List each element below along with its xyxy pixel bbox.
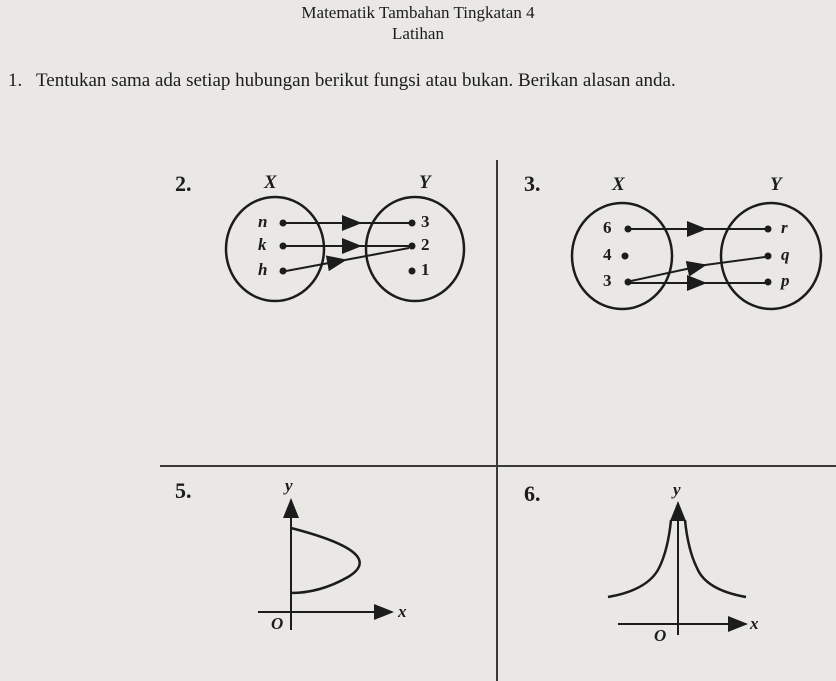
element-3: 3 xyxy=(421,212,430,231)
element-h: h xyxy=(258,260,268,279)
curve-right-branch xyxy=(685,520,746,597)
curve-left-branch xyxy=(608,520,671,597)
panel-2-set-x-label: X xyxy=(264,172,277,193)
dot-h xyxy=(280,268,287,275)
dot-1 xyxy=(409,268,416,275)
panel-5-y-label: y xyxy=(285,476,293,495)
dot-2 xyxy=(409,243,416,250)
element-2: 2 xyxy=(421,235,430,254)
dot-n xyxy=(280,220,287,227)
panel-6-number: 6. xyxy=(524,481,541,506)
panel-5-graph xyxy=(258,500,392,630)
dot-3 xyxy=(625,279,632,286)
question-number: 1. xyxy=(8,70,23,91)
panel-6-x-label: x xyxy=(750,614,759,633)
element-4: 4 xyxy=(603,245,612,264)
dot-4 xyxy=(622,253,629,260)
question-text: Tentukan sama ada setiap hubungan berikut fungsi atau bukan. Berikan alasan anda. xyxy=(36,70,676,91)
arrow-h-2 xyxy=(286,260,345,271)
panel-6-graph xyxy=(608,503,746,635)
panel-2-number: 2. xyxy=(175,171,192,196)
dot-q xyxy=(765,253,772,260)
panel-5-number: 5. xyxy=(175,478,192,503)
set-x-oval xyxy=(226,197,324,301)
element-3: 3 xyxy=(603,271,612,290)
element-k: k xyxy=(258,235,267,254)
element-1: 1 xyxy=(421,260,430,279)
dot-p xyxy=(765,279,772,286)
element-6: 6 xyxy=(603,218,612,237)
panel-3-set-x-label: X xyxy=(612,174,625,195)
section-title: Latihan xyxy=(392,24,444,43)
panel-5-x-label: x xyxy=(398,602,407,621)
dot-3 xyxy=(409,220,416,227)
panel-6-y-label: y xyxy=(673,480,681,499)
panel-3-set-y-label: Y xyxy=(770,174,782,195)
element-r: r xyxy=(781,218,788,237)
subject-title: Matematik Tambahan Tingkatan 4 xyxy=(301,3,535,22)
panel-3-number: 3. xyxy=(524,171,541,196)
dot-r xyxy=(765,226,772,233)
element-n: n xyxy=(258,212,268,231)
sideways-parabola-curve xyxy=(291,528,360,593)
panel-2-set-y-label: Y xyxy=(419,172,431,193)
panel-5-origin-label: O xyxy=(271,614,284,633)
element-p: p xyxy=(781,271,790,290)
dot-k xyxy=(280,243,287,250)
panel-6-origin-label: O xyxy=(654,626,667,645)
dot-6 xyxy=(625,226,632,233)
element-q: q xyxy=(781,245,790,264)
set-y-oval xyxy=(366,197,464,301)
